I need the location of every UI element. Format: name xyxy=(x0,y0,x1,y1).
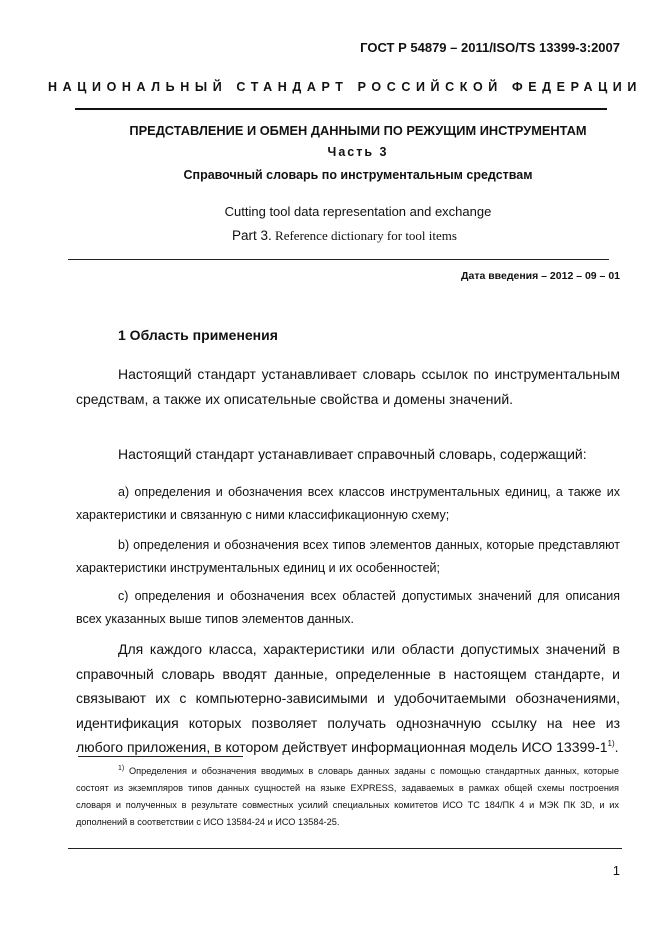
page-number: 1 xyxy=(612,863,620,878)
document-title: ПРЕДСТАВЛЕНИЕ И ОБМЕН ДАННЫМИ ПО РЕЖУЩИМ ИНСТРУМЕНТАМ xyxy=(129,123,587,138)
page-bottom-divider xyxy=(68,848,622,849)
footnote-divider xyxy=(78,756,243,757)
english-part-title xyxy=(232,228,457,244)
document-subtitle: Справочный словарь по инструментальным средствам xyxy=(183,168,533,182)
paragraph-scope: Настоящий стандарт устанавливает словарь ссылок по инструментальным средствам, а также их описательные свойства и домены значений. xyxy=(76,366,620,407)
part-label: Часть 3 xyxy=(327,145,389,159)
national-standard-heading: НАЦИОНАЛЬНЫЙ СТАНДАРТ РОССИЙСКОЙ ФЕДЕРАЦИИ xyxy=(48,80,642,94)
header-divider xyxy=(75,108,607,110)
english-title: Cutting tool data representation and exchange xyxy=(224,204,492,219)
english-part-rest: Reference dictionary for tool items xyxy=(271,228,457,243)
title-divider xyxy=(68,259,609,260)
footnote xyxy=(76,763,619,831)
section-heading: 1 Область применения xyxy=(118,327,278,343)
paragraph-dictionary: Настоящий стандарт устанавливает справочный словарь, содержащий: xyxy=(118,446,587,462)
paragraph-classes xyxy=(76,637,620,760)
introduction-date: Дата введения – 2012 – 09 – 01 xyxy=(461,270,620,282)
footnote-marker: 1) xyxy=(118,765,125,772)
paragraph-classes-end: . xyxy=(614,739,619,755)
footnote-reference[interactable]: 1) xyxy=(607,739,615,748)
list-item: b) определения и обозначения всех типов элементов данных, которые представляют характеристики инструментальных единиц и их особенностей; xyxy=(76,538,620,575)
footnote-text: Определения и обозначения вводимых в словарь данных заданы с помощью стандартных данных, которые состоят из экземпляров типов данных сущностей на языке EXPRESS, задаваемых в рамках общей схемы построения словаря и полученных в результате совместных усилий специальных комитетов ИСО ТС 184/ПК 4 и МЭК ПК 3D, и их дополнений в соответствии с ИСО 13584-24 и ИСО 13584-25. xyxy=(76,766,619,827)
paragraph-classes-text: Для каждого класса, характеристики или области допустимых значений в справочный словарь вводят данные, определенные в настоящем стандарте, и связывают их с компьютерно-зависимыми и удобочитаемыми обозначениями, идентификация которых позволяет получать однозначную ссылку на нее из любого приложения, в котором действует информационная модель ИСО 13399-1 xyxy=(76,641,620,755)
list-item: а) определения и обозначения всех классов инструментальных единиц, а также их характеристики и связанную с ними классификационную схему; xyxy=(76,485,620,522)
document-code: ГОСТ Р 54879 – 2011/ISO/TS 13399-3:2007 xyxy=(360,40,620,55)
list-item: с) определения и обозначения всех областей допустимых значений для описания всех указанных выше типов элементов данных. xyxy=(76,589,620,626)
english-part-prefix: Part 3. xyxy=(232,228,272,243)
